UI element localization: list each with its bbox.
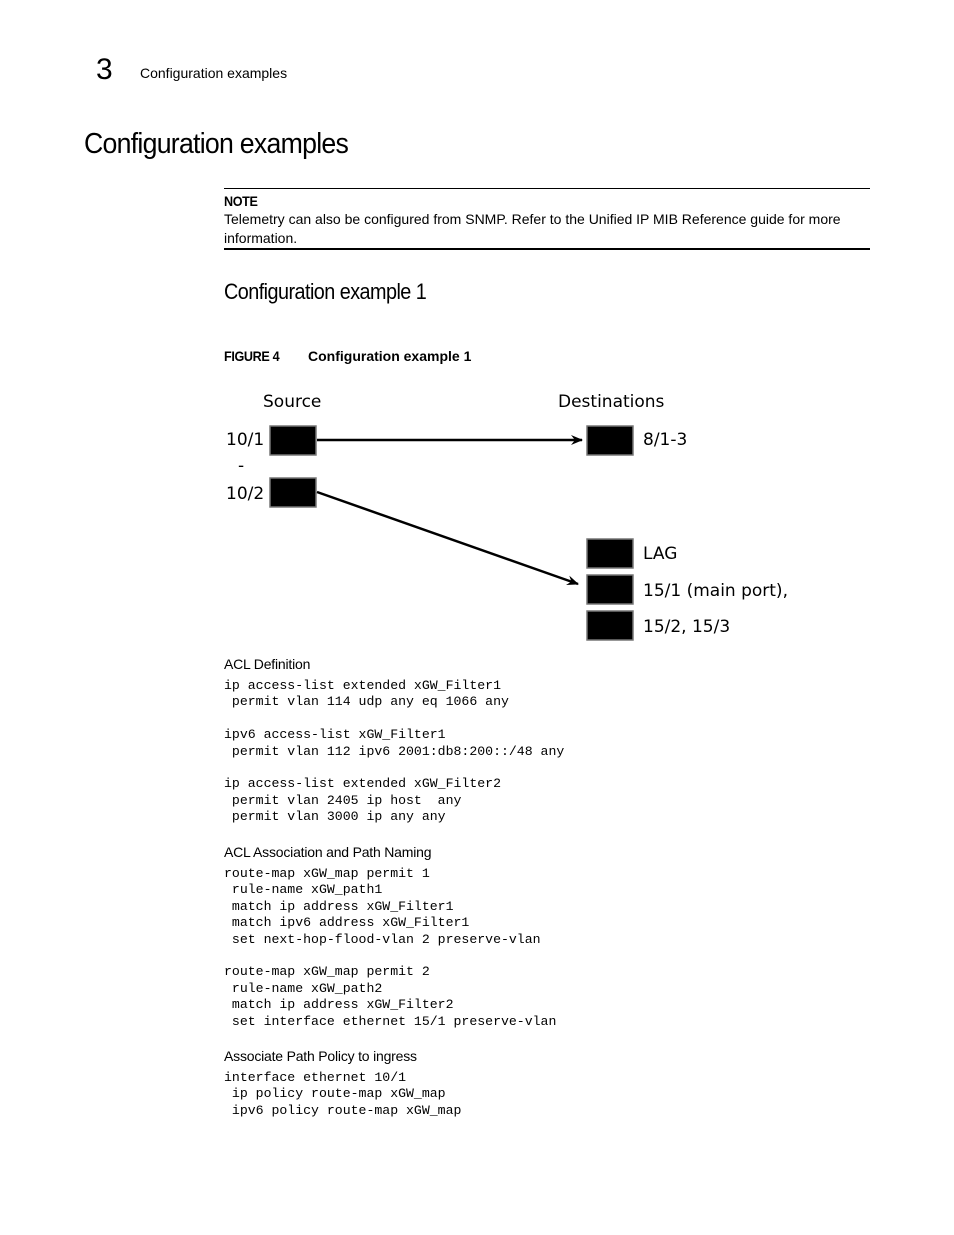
dest-8-1-3-label: 8/1-3 bbox=[643, 430, 688, 450]
page-title: Configuration examples bbox=[84, 128, 349, 160]
port-10-2-label: 10/2 bbox=[226, 484, 265, 504]
dest-8-1-3-box bbox=[587, 426, 633, 455]
source-title: Source bbox=[263, 392, 322, 412]
lag-other-ports-label: 15/2, 15/3 bbox=[643, 617, 731, 637]
port-10-1-label: 10/1 bbox=[226, 430, 265, 450]
path-policy-code: interface ethernet 10/1 ip policy route-map xGW_map ipv6 policy route-map xGW_map bbox=[224, 1070, 462, 1118]
figure-caption: Configuration example 1 bbox=[308, 348, 472, 364]
destinations-title: Destinations bbox=[558, 392, 665, 412]
path-policy-heading: Associate Path Policy to ingress bbox=[224, 1048, 417, 1064]
source-port-10-1-box bbox=[270, 426, 316, 455]
port-range-dash: - bbox=[238, 456, 245, 476]
lag-label: LAG bbox=[643, 544, 678, 564]
section-title: Configuration example 1 bbox=[224, 279, 427, 304]
lag-box-2 bbox=[587, 575, 633, 604]
acl-definition-code: ip access-list extended xGW_Filter1 permit vlan 114 udp any eq 1066 any ipv6 access-list xGW_Filter1 permit vlan 112 ipv6 2001:db8:200::/48 any ip access-list extended xGW_Filter2 permit vlan 2405 ip host any permit vlan 3000 ip any any bbox=[224, 678, 565, 825]
chapter-number: 3 bbox=[96, 53, 113, 86]
acl-definition-heading: ACL Definition bbox=[224, 656, 311, 672]
lag-box-1 bbox=[587, 539, 633, 568]
arrow-to-lag bbox=[317, 492, 578, 584]
chapter-title: Configuration examples bbox=[140, 65, 288, 81]
source-port-10-2-box bbox=[270, 478, 316, 507]
lag-main-port-label: 15/1 (main port), bbox=[643, 581, 788, 601]
figure-label: FIGURE 4 bbox=[224, 348, 280, 364]
note-text: Telemetry can also be configured from SNMP. Refer to the Unified IP MIB Reference guide for more information. bbox=[224, 211, 841, 246]
acl-association-code: route-map xGW_map permit 1 rule-name xGW_path1 match ip address xGW_Filter1 match ipv6 address xGW_Filter1 set next-hop-flood-vlan 2 preserve-vlan route-map xGW_map permit 2 rule-name xGW_path2 match ip address xGW_Filter2 set interface ethernet 15/1 preserve-vlan bbox=[224, 866, 557, 1029]
lag-box-3 bbox=[587, 611, 633, 640]
acl-association-heading: ACL Association and Path Naming bbox=[224, 844, 432, 860]
note-label: NOTE bbox=[224, 193, 258, 209]
